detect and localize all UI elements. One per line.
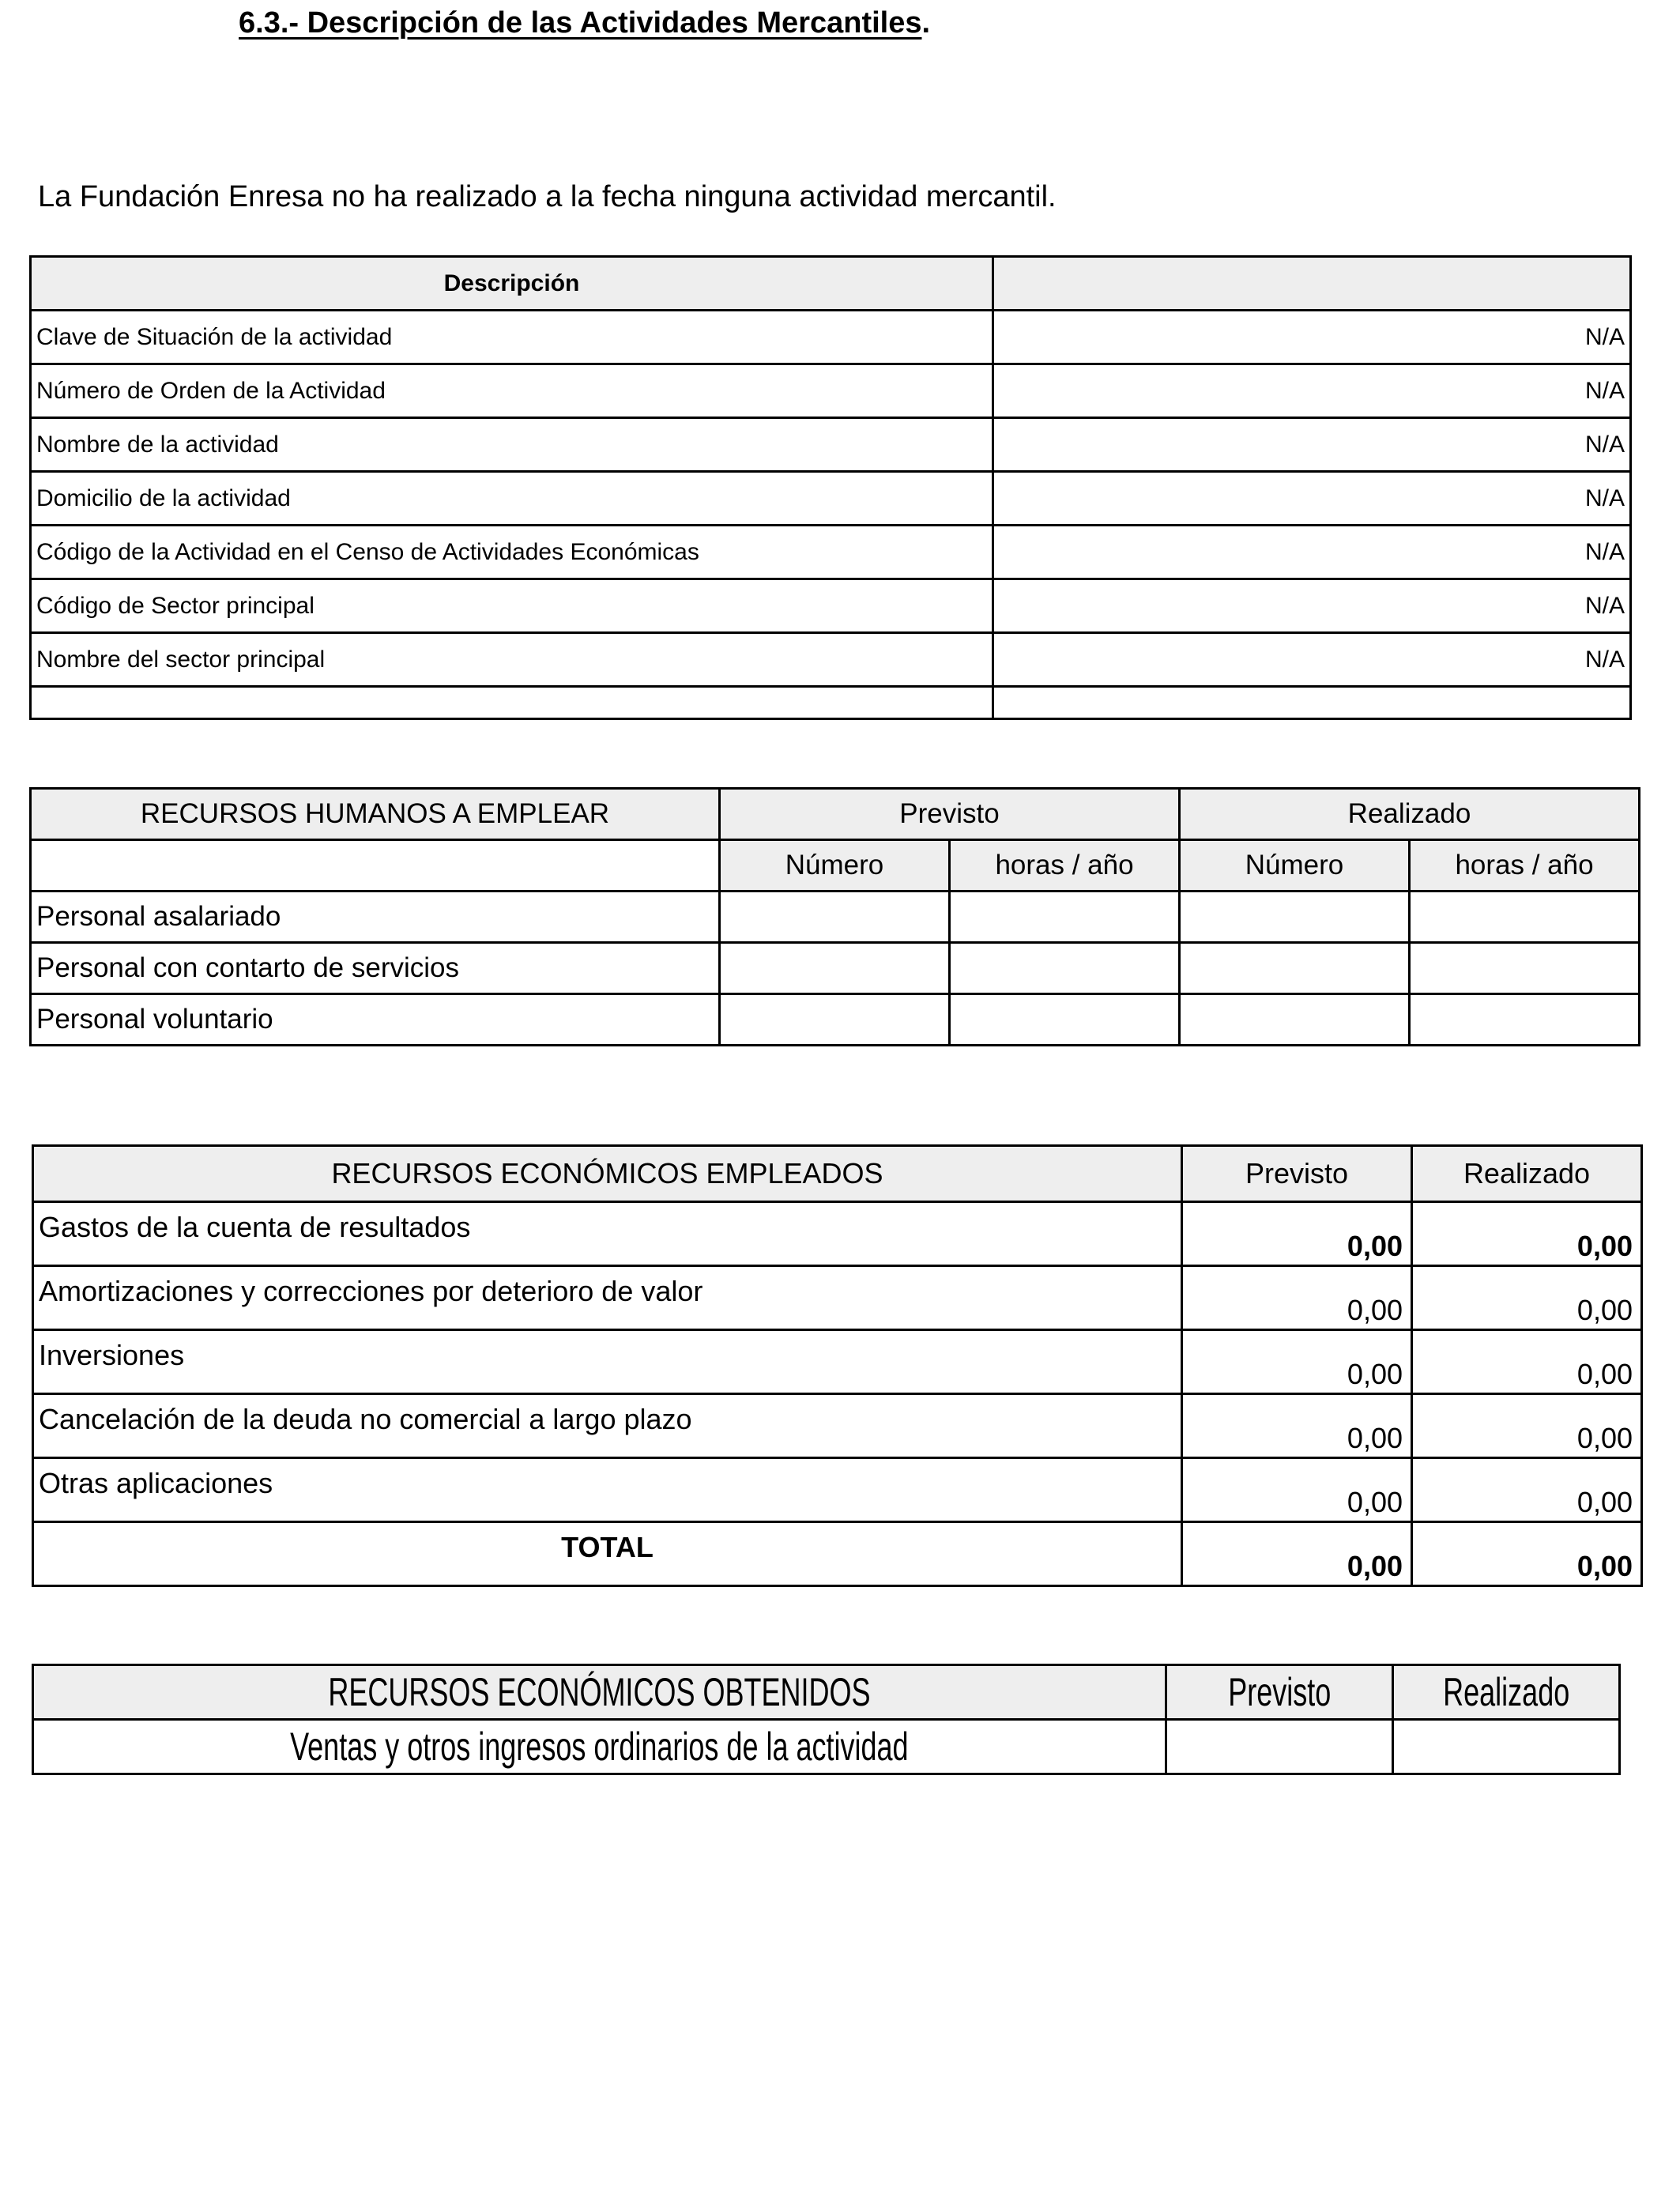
row-label: Personal voluntario	[31, 994, 720, 1046]
eo-title: RECURSOS ECONÓMICOS OBTENIDOS	[328, 1670, 871, 1714]
cell	[1410, 994, 1640, 1046]
cell	[720, 943, 950, 994]
row-value: N/A	[993, 579, 1631, 633]
row-label: Personal asalariado	[31, 892, 720, 943]
table-row	[31, 579, 1631, 633]
table-header-row	[31, 789, 1640, 840]
total-label: TOTAL	[33, 1522, 1182, 1586]
economic-obtained-table	[32, 1664, 1621, 1775]
row-label: Código de la Actividad en el Censo de Actividades Económicas	[31, 526, 993, 579]
row-value: N/A	[993, 364, 1631, 418]
cell	[1180, 994, 1410, 1046]
row-label: Nombre del sector principal	[31, 633, 993, 687]
cell	[1166, 1720, 1393, 1774]
cell	[950, 943, 1180, 994]
cell	[950, 892, 1180, 943]
table-row	[31, 994, 1640, 1046]
section-heading-period: .	[921, 6, 931, 40]
hr-numero-header: Número	[720, 840, 950, 892]
cell	[1410, 892, 1640, 943]
table-subheader-row	[31, 840, 1640, 892]
previsto-value: 0,00	[1182, 1330, 1412, 1394]
table-row	[31, 892, 1640, 943]
row-label: Amortizaciones y correcciones por deterioro de valor	[33, 1266, 1182, 1330]
realizado-value: 0,00	[1412, 1458, 1642, 1522]
eu-title: RECURSOS ECONÓMICOS EMPLEADOS	[33, 1146, 1182, 1202]
cell	[1410, 943, 1640, 994]
previsto-value: 0,00	[1182, 1266, 1412, 1330]
eu-previsto-header: Previsto	[1182, 1146, 1412, 1202]
row-value: N/A	[993, 526, 1631, 579]
section-heading-title: 6.3.- Descripción de las Actividades Mercantiles	[239, 6, 922, 40]
section-heading	[239, 6, 930, 40]
description-table	[29, 255, 1632, 720]
cell	[1180, 892, 1410, 943]
row-label-cell	[33, 1720, 1166, 1774]
row-label: Personal con contarto de servicios	[31, 943, 720, 994]
table-row	[31, 364, 1631, 418]
cell	[720, 892, 950, 943]
realizado-value: 0,00	[1412, 1330, 1642, 1394]
table-row	[33, 1394, 1642, 1458]
total-row	[33, 1522, 1642, 1586]
total-previsto-value: 0,00	[1182, 1522, 1412, 1586]
blank-cell	[993, 687, 1631, 719]
hr-horas-header: horas / año	[1410, 840, 1640, 892]
hr-numero-header: Número	[1180, 840, 1410, 892]
previsto-value: 0,00	[1182, 1394, 1412, 1458]
table-row	[31, 418, 1631, 472]
row-label: Número de Orden de la Actividad	[31, 364, 993, 418]
previsto-value: 0,00	[1182, 1458, 1412, 1522]
cell	[950, 994, 1180, 1046]
hr-title: RECURSOS HUMANOS A EMPLEAR	[31, 789, 720, 840]
row-label: Clave de Situación de la actividad	[31, 311, 993, 364]
hr-previsto-header: Previsto	[720, 789, 1180, 840]
row-label: Otras aplicaciones	[33, 1458, 1182, 1522]
description-header: Descripción	[31, 257, 993, 311]
cell	[1180, 943, 1410, 994]
eo-realizado-cell	[1393, 1665, 1620, 1720]
row-value: N/A	[993, 418, 1631, 472]
human-resources-table	[29, 787, 1640, 1046]
hr-realizado-header: Realizado	[1180, 789, 1640, 840]
cell	[1393, 1720, 1620, 1774]
blank-row	[31, 687, 1631, 719]
row-value: N/A	[993, 311, 1631, 364]
row-label: Inversiones	[33, 1330, 1182, 1394]
realizado-value: 0,00	[1412, 1202, 1642, 1266]
eo-title-cell	[33, 1665, 1166, 1720]
eo-realizado-header: Realizado	[1442, 1670, 1570, 1714]
blank-cell	[31, 687, 993, 719]
cell	[720, 994, 950, 1046]
total-realizado-value: 0,00	[1412, 1522, 1642, 1586]
table-row	[33, 1458, 1642, 1522]
table-row	[33, 1720, 1620, 1774]
intro-paragraph: La Fundación Enresa no ha realizado a la fecha ninguna actividad mercantil.	[38, 180, 1057, 213]
table-header-row	[33, 1665, 1620, 1720]
economic-used-table	[32, 1144, 1643, 1587]
table-row	[31, 943, 1640, 994]
row-label: Domicilio de la actividad	[31, 472, 993, 526]
eu-realizado-header: Realizado	[1412, 1146, 1642, 1202]
table-header-row	[31, 257, 1631, 311]
row-label: Ventas y otros ingresos ordinarios de la actividad	[290, 1725, 909, 1769]
table-row	[31, 526, 1631, 579]
table-row	[31, 633, 1631, 687]
table-header-row	[33, 1146, 1642, 1202]
row-label: Gastos de la cuenta de resultados	[33, 1202, 1182, 1266]
table-row	[33, 1266, 1642, 1330]
hr-horas-header: horas / año	[950, 840, 1180, 892]
table-row	[33, 1202, 1642, 1266]
previsto-value: 0,00	[1182, 1202, 1412, 1266]
row-label: Nombre de la actividad	[31, 418, 993, 472]
eo-previsto-cell	[1166, 1665, 1393, 1720]
table-row	[31, 472, 1631, 526]
row-label: Cancelación de la deuda no comercial a largo plazo	[33, 1394, 1182, 1458]
table-row	[31, 311, 1631, 364]
table-row	[33, 1330, 1642, 1394]
realizado-value: 0,00	[1412, 1394, 1642, 1458]
realizado-value: 0,00	[1412, 1266, 1642, 1330]
row-label: Código de Sector principal	[31, 579, 993, 633]
eo-previsto-header: Previsto	[1227, 1670, 1332, 1714]
blank-cell	[31, 840, 720, 892]
row-value: N/A	[993, 633, 1631, 687]
row-value: N/A	[993, 472, 1631, 526]
value-header	[993, 257, 1631, 311]
